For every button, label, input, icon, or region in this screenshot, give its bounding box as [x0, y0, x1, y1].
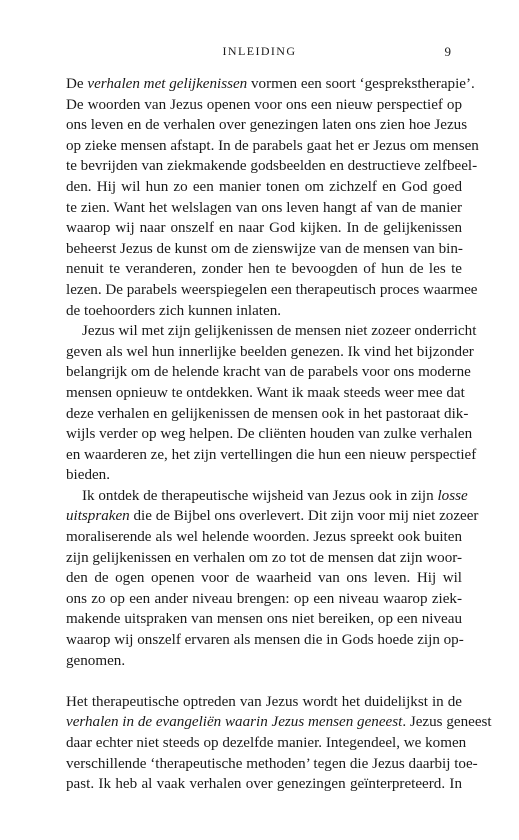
- body-text: [66, 74, 492, 795]
- text-line: [66, 506, 479, 527]
- text-run: belangrijk om de helende kracht van de parabels voor ons moderne: [66, 364, 471, 381]
- text-run: past. Ik heb al vaak verhalen over genezingen geïnterpreteerd. In: [66, 776, 462, 793]
- text-line: [66, 301, 462, 322]
- text-line: [66, 609, 462, 630]
- text-line: [66, 156, 478, 177]
- text-run: waarop wij naar onszelf en naar God kijken. In de gelijkenissen: [66, 220, 462, 237]
- text-run: den. Hij wil hun zo een manier tonen om zichzelf en God goed: [66, 178, 462, 195]
- text-run: De woorden van Jezus openen voor ons een nieuw perspectief op: [66, 96, 462, 113]
- text-run: zijn gelijkenissen en verhalen om zo tot de mensen dat zijn woor-: [66, 549, 462, 566]
- text-run: . Jezus geneest: [402, 714, 492, 731]
- text-line: [66, 280, 478, 301]
- text-run: waarop wij onszelf ervaren als mensen die in Gods hoede zijn op-: [66, 632, 464, 649]
- italic-text: verhalen in de evangeliën waarin Jezus mensen geneest: [66, 714, 403, 731]
- paragraph: [66, 321, 477, 486]
- text-line: [66, 712, 492, 733]
- text-line: [66, 568, 462, 589]
- text-run: De: [66, 76, 88, 92]
- text-run: die de Bijbel ons overlevert. Dit zijn voor mij niet zozeer: [129, 508, 479, 525]
- text-run: deze verhalen en gelijkenissen de mensen ook in het pastoraat dik-: [66, 405, 469, 422]
- text-run: ons leven en de verhalen over genezingen laten ons zien hoe Jezus: [66, 117, 468, 134]
- text-line: [66, 404, 469, 425]
- italic-text: verhalen met gelijkenissen: [87, 76, 248, 92]
- paragraph: [66, 692, 492, 795]
- section-gap: [66, 671, 462, 692]
- text-line: [66, 774, 462, 795]
- text-run: de toehoorders zich kunnen inlaten.: [66, 302, 282, 319]
- text-run: wijls verder op weg helpen. De cliënten houden van zulke verhalen: [66, 426, 473, 443]
- text-run: ons zo op een ander niveau brengen: op een niveau waarop ziek-: [66, 590, 462, 607]
- text-line: [66, 95, 462, 116]
- text-run: daar echter niet steeds op dezelfde manier. Integendeel, we komen: [66, 735, 467, 751]
- text-run: makende uitspraken van mensen ons niet bereiken, op een niveau: [66, 611, 462, 628]
- text-line: [66, 692, 462, 713]
- text-run: nenuit te veranderen, zonder hen te bevoogden of hun de les te: [66, 261, 462, 278]
- text-line: [66, 754, 478, 775]
- text-run: lezen. De parabels weerspiegelen een therapeutisch proces waarmee: [66, 281, 478, 298]
- text-line: [66, 445, 477, 466]
- text-line: [66, 115, 468, 136]
- text-run: beheerst Jezus de kunst om de zienswijze van de mensen van bin-: [66, 240, 463, 257]
- page-number: 9: [444, 44, 451, 59]
- paragraph: [66, 74, 479, 321]
- text-run: den de ogen openen voor de waarheid van ons leven. Hij wil: [66, 570, 462, 587]
- text-run: verschillende ‘therapeutische methoden’ tegen die Jezus daarbij toe-: [66, 755, 478, 772]
- text-line: [66, 74, 475, 95]
- text-run: Ik ontdek de therapeutische wijsheid van Jezus ook in zijn: [82, 487, 438, 504]
- text-run: vormen een soort ‘gesprekstherapie’.: [247, 76, 475, 92]
- text-run: Jezus wil met zijn gelijkenissen de mensen niet zozeer onderricht: [82, 323, 477, 340]
- text-line: [66, 321, 477, 342]
- text-line: [66, 136, 479, 157]
- chapter-title: INLEIDING: [222, 44, 297, 58]
- text-run: bieden.: [66, 467, 111, 484]
- text-line: [66, 177, 462, 198]
- text-run: moraliserende als wel helende woorden. Jezus spreekt ook buiten: [66, 529, 462, 546]
- text-line: [66, 733, 467, 754]
- text-line: [66, 465, 462, 486]
- text-line: [66, 630, 462, 651]
- text-line: [66, 424, 473, 445]
- text-line: [66, 239, 462, 260]
- paragraph: [66, 486, 479, 671]
- text-line: [66, 362, 471, 383]
- text-line: [66, 259, 462, 280]
- text-line: [66, 342, 474, 363]
- text-run: op zieke mensen afstapt. In de parabels gaat het er Jezus om mensen: [66, 137, 479, 154]
- text-run: geven als wel hun innerlijke beelden genezen. Ik vind het bijzonder: [66, 343, 474, 360]
- text-run: te zien. Want het welslagen van ons leven hangt af van de manier: [66, 199, 462, 216]
- italic-text: uitspraken: [66, 508, 130, 525]
- text-line: [66, 527, 462, 548]
- text-line: [66, 651, 462, 672]
- italic-text: losse: [437, 487, 468, 504]
- text-run: genomen.: [66, 652, 126, 669]
- text-line: [66, 548, 462, 569]
- text-line: [66, 486, 468, 507]
- text-run: te bevrijden van ziekmakende godsbeelden en destructieve zelfbeel-: [66, 158, 478, 175]
- text-run: Het therapeutische optreden van Jezus wordt het duidelijkst in de: [66, 693, 462, 710]
- text-line: [66, 198, 462, 219]
- text-run: en waarderen ze, het zijn vertellingen die hun een nieuw perspectief: [66, 446, 477, 463]
- text-run: mensen opnieuw te ontdekken. Want ik maak steeds weer mee dat: [66, 384, 465, 401]
- text-line: [66, 218, 462, 239]
- text-line: [66, 383, 465, 404]
- text-line: [66, 589, 462, 610]
